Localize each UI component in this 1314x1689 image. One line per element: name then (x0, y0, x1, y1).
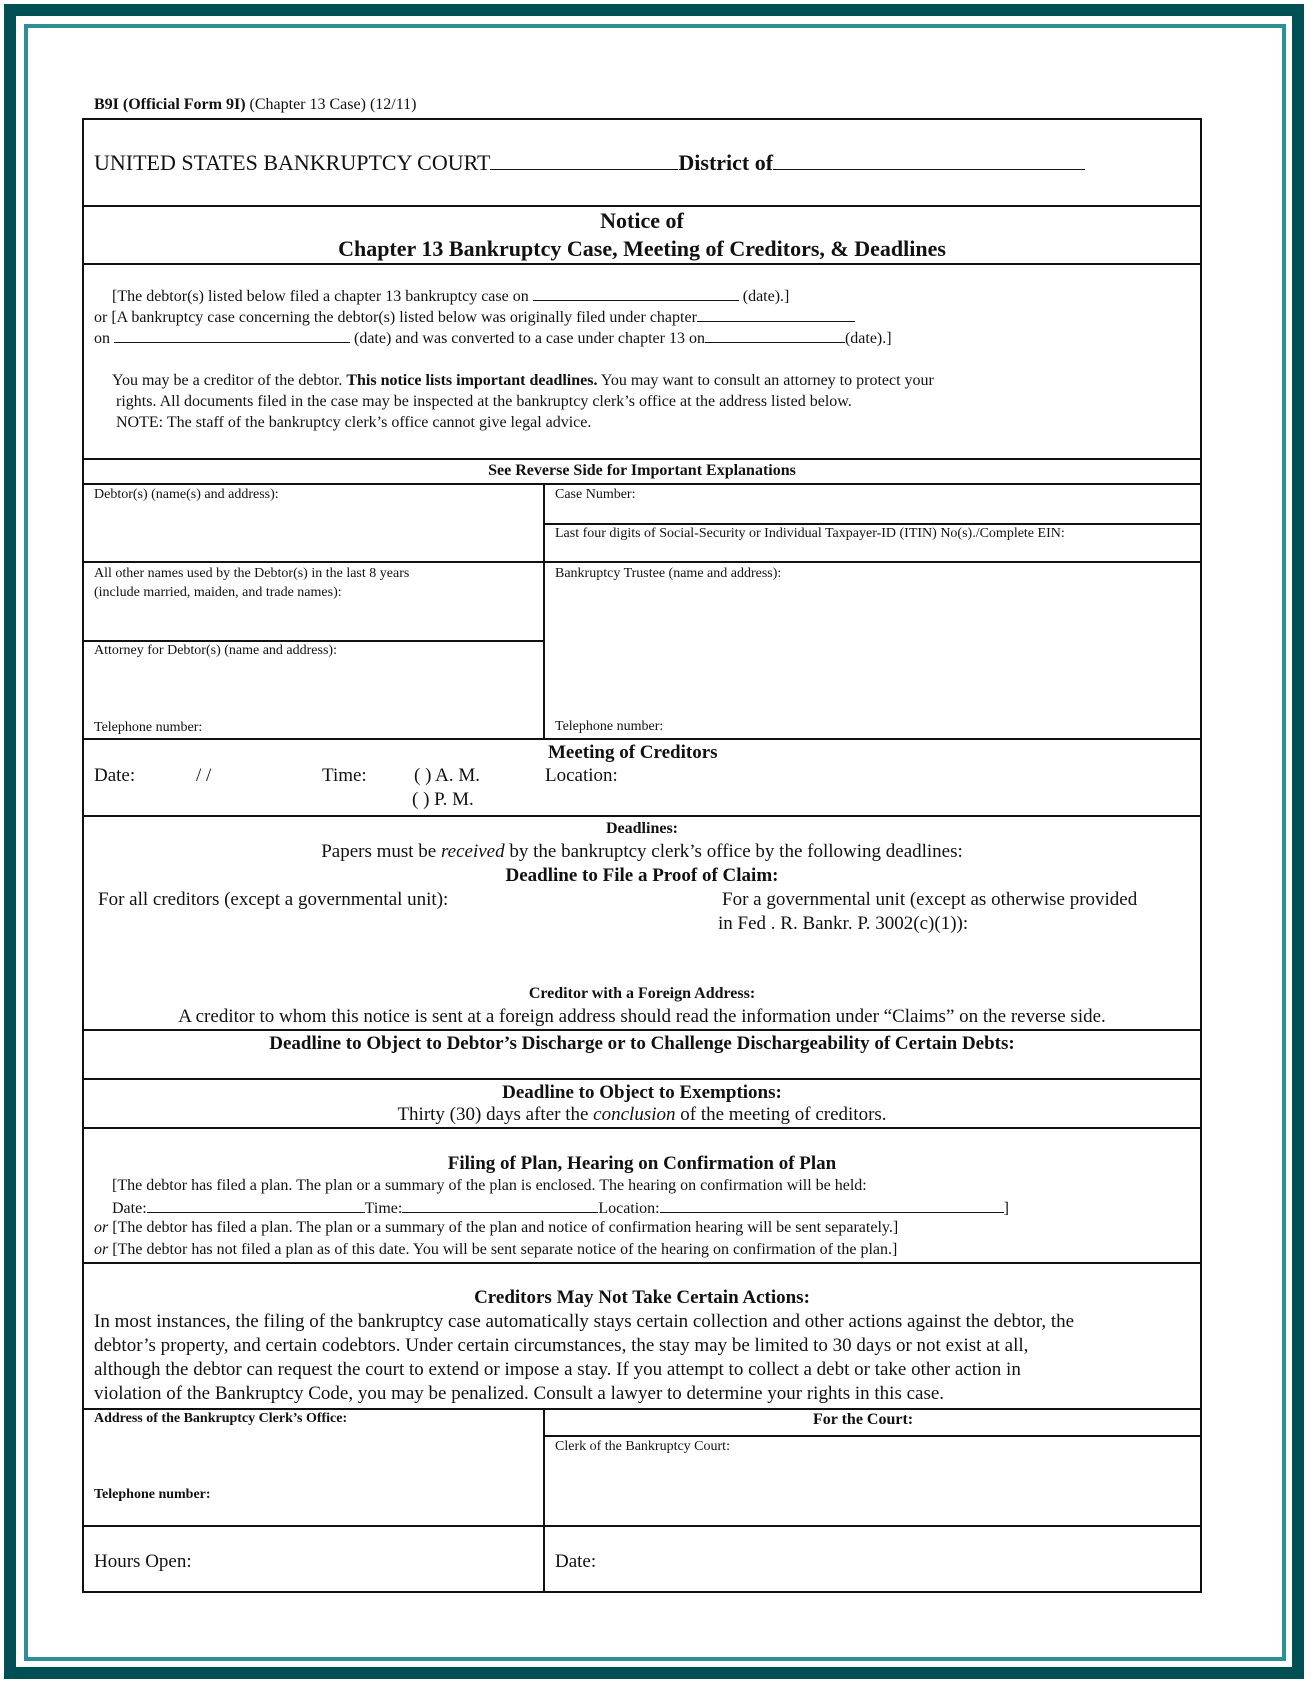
clerk-address-label: Address of the Bankruptcy Clerk’s Office: (94, 1411, 348, 1426)
exemptions-heading: Deadline to Object to Exemptions: (502, 1082, 782, 1103)
rule (82, 1029, 1202, 1031)
deadlines-emphasis: received (440, 841, 505, 862)
plan-time-blank (402, 1198, 598, 1213)
deadlines-intro (82, 841, 1202, 863)
discharge-deadline-heading: Deadline to Object to Debtor’s Discharge or to Challenge Dischargeability of Certain Debts: (269, 1033, 1015, 1054)
reverse-side-note: See Reverse Side for Important Explanations (488, 462, 796, 479)
filing-text: or [A bankruptcy case concerning the debtor(s) listed below was originally filed under chapter (94, 309, 697, 326)
filing-line-2 (94, 307, 855, 327)
exemptions-part: Thirty (30) days after the (397, 1104, 589, 1125)
attorney-label: Attorney for Debtor(s) (name and address): (94, 643, 337, 658)
filing-text: [The debtor(s) listed below filed a chapter 13 bankruptcy case on (112, 288, 529, 305)
other-names-label-2: (include married, maiden, and trade names): (94, 585, 342, 600)
filing-date-blank (533, 286, 739, 301)
attorney-telephone-label: Telephone number: (94, 720, 203, 735)
form-identifier (94, 96, 416, 114)
stay-line-4: violation of the Bankruptcy Code, you may be penalized. Consult a lawyer to determine your rights in this case. (94, 1383, 945, 1404)
meeting-time-label: Time: (322, 765, 367, 786)
plan-or: or (94, 1219, 109, 1236)
rule (82, 205, 1202, 207)
rule (82, 1078, 1202, 1080)
form-id-bold: B9I (Official Form 9I) (94, 96, 246, 113)
foreign-address-heading: Creditor with a Foreign Address: (528, 985, 756, 1002)
court-heading (94, 150, 1085, 176)
plan-line-1: [The debtor has filed a plan. The plan or a summary of the plan is enclosed. The hearing on confirmation will be held: (112, 1177, 867, 1194)
governmental-unit-label-2: in Fed . R. Bankr. P. 3002(c)(1)): (718, 913, 969, 934)
district-label: District of (678, 150, 774, 175)
stay-line-1: In most instances, the filing of the bankruptcy case automatically stays certain collection and other actions against the debtor, the (94, 1311, 1075, 1332)
advice-line-1 (112, 372, 934, 390)
rule (82, 738, 1202, 740)
chapter-blank (697, 307, 855, 322)
exemptions-part: of the meeting of creditors. (680, 1104, 887, 1125)
court-name: UNITED STATES BANKRUPTCY COURT (94, 150, 491, 175)
plan-location-blank (660, 1198, 1004, 1213)
advice-important: This notice lists important deadlines. (346, 372, 598, 389)
court-blank (490, 155, 678, 170)
trustee-telephone-label: Telephone number: (555, 719, 664, 734)
footer-date-label: Date: (555, 1551, 597, 1572)
plan-time-label: Time: (364, 1200, 403, 1217)
advice-line-3: NOTE: The staff of the bankruptcy clerk’s office cannot give legal advice. (116, 414, 592, 431)
meeting-heading: Meeting of Creditors (548, 742, 718, 763)
rule (82, 483, 1202, 485)
advice-text: You may be a creditor of the debtor. (112, 372, 343, 389)
deadlines-heading: Deadlines: (606, 820, 678, 837)
rule (82, 263, 1202, 265)
filing-line-3 (94, 328, 892, 348)
governmental-unit-label-1: For a governmental unit (except as otherwise provided (722, 889, 1138, 910)
deadlines-text: Papers must be (321, 841, 437, 862)
district-blank (773, 155, 1085, 170)
exemptions-emphasis: conclusion (593, 1104, 676, 1125)
orig-date-blank (114, 328, 350, 343)
rule (82, 1127, 1202, 1129)
foreign-address-text: A creditor to whom this notice is sent at a foreign address should read the information under “Claims” on the reverse side. (178, 1006, 1106, 1027)
rule (544, 1435, 1202, 1437)
case-number-label: Case Number: (555, 487, 636, 502)
convert-date-blank (705, 328, 845, 343)
advice-text: You may want to consult an attorney to protect your (600, 372, 934, 389)
plan-date-label: Date: (112, 1200, 147, 1217)
rule (82, 1262, 1202, 1264)
stay-line-3: although the debtor can request the court to extend or impose a stay. If you attempt to collect a debt or take other action in (94, 1359, 1021, 1380)
plan-heading: Filing of Plan, Hearing on Confirmation of Plan (447, 1153, 837, 1174)
taxpayer-id-label: Last four digits of Social-Security or Individual Taxpayer-ID (ITIN) No(s)./Complete EIN: (555, 526, 1065, 541)
rule (82, 1525, 1202, 1527)
advice-line-2: rights. All documents filed in the case may be inspected at the bankruptcy clerk’s office at the address listed below. (116, 393, 852, 410)
rule (544, 523, 1202, 525)
plan-line-4 (94, 1241, 897, 1259)
plan-bracket: ] (1003, 1200, 1009, 1217)
notice-title-1: Notice of (600, 208, 684, 233)
deadlines-text: by the bankruptcy clerk’s office by the following deadlines: (509, 841, 963, 862)
plan-option: [The debtor has filed a plan. The plan or a summary of the plan and notice of confirmation hearing will be sent separately.] (112, 1219, 899, 1236)
trustee-label: Bankruptcy Trustee (name and address): (555, 566, 782, 581)
stay-line-2: debtor’s property, and certain codebtors. Under certain circumstances, the stay may be limited to 30 days or not exist at all, (94, 1335, 1029, 1356)
meeting-location-label: Location: (545, 765, 618, 786)
plan-line-2 (112, 1198, 1009, 1218)
filing-text: (date) and was converted to a case under chapter 13 on (354, 330, 705, 347)
exemptions-text (82, 1104, 1202, 1126)
other-names-label-1: All other names used by the Debtor(s) in the last 8 years (94, 566, 410, 581)
plan-or: or (94, 1241, 109, 1258)
plan-location-label: Location: (598, 1200, 660, 1217)
meeting-date-label: Date: (94, 765, 136, 786)
meeting-date-separators: / / (196, 765, 212, 786)
filing-text: (date).] (742, 288, 790, 305)
plan-date-blank (147, 1198, 365, 1213)
rule (82, 458, 1202, 460)
filing-text: on (94, 330, 110, 347)
form-id-rest: (Chapter 13 Case) (12/11) (249, 96, 417, 113)
notice-title-2: Chapter 13 Bankruptcy Case, Meeting of Creditors, & Deadlines (338, 236, 946, 261)
proof-of-claim-heading: Deadline to File a Proof of Claim: (505, 865, 779, 886)
debtor-label: Debtor(s) (name(s) and address): (94, 487, 279, 502)
filing-line-1 (112, 286, 789, 306)
all-creditors-label: For all creditors (except a governmental unit): (98, 889, 449, 910)
meeting-am: ( ) A. M. (414, 765, 480, 786)
clerk-telephone-label: Telephone number: (94, 1487, 211, 1502)
plan-option: [The debtor has not filed a plan as of this date. You will be sent separate notice of the hearing on confirmation of the plan.] (112, 1241, 898, 1258)
filing-text: (date).] (844, 330, 892, 347)
column-divider (543, 483, 545, 738)
column-divider (543, 1408, 545, 1593)
meeting-pm: ( ) P. M. (412, 789, 474, 810)
stay-heading: Creditors May Not Take Certain Actions: (474, 1287, 810, 1308)
rule (82, 640, 544, 642)
plan-line-3 (94, 1219, 898, 1237)
rule (82, 815, 1202, 817)
rule (82, 561, 1202, 563)
for-the-court-label: For the Court: (813, 1411, 914, 1428)
clerk-label: Clerk of the Bankruptcy Court: (555, 1439, 730, 1454)
hours-open-label: Hours Open: (94, 1551, 192, 1572)
rule (82, 1408, 1202, 1410)
